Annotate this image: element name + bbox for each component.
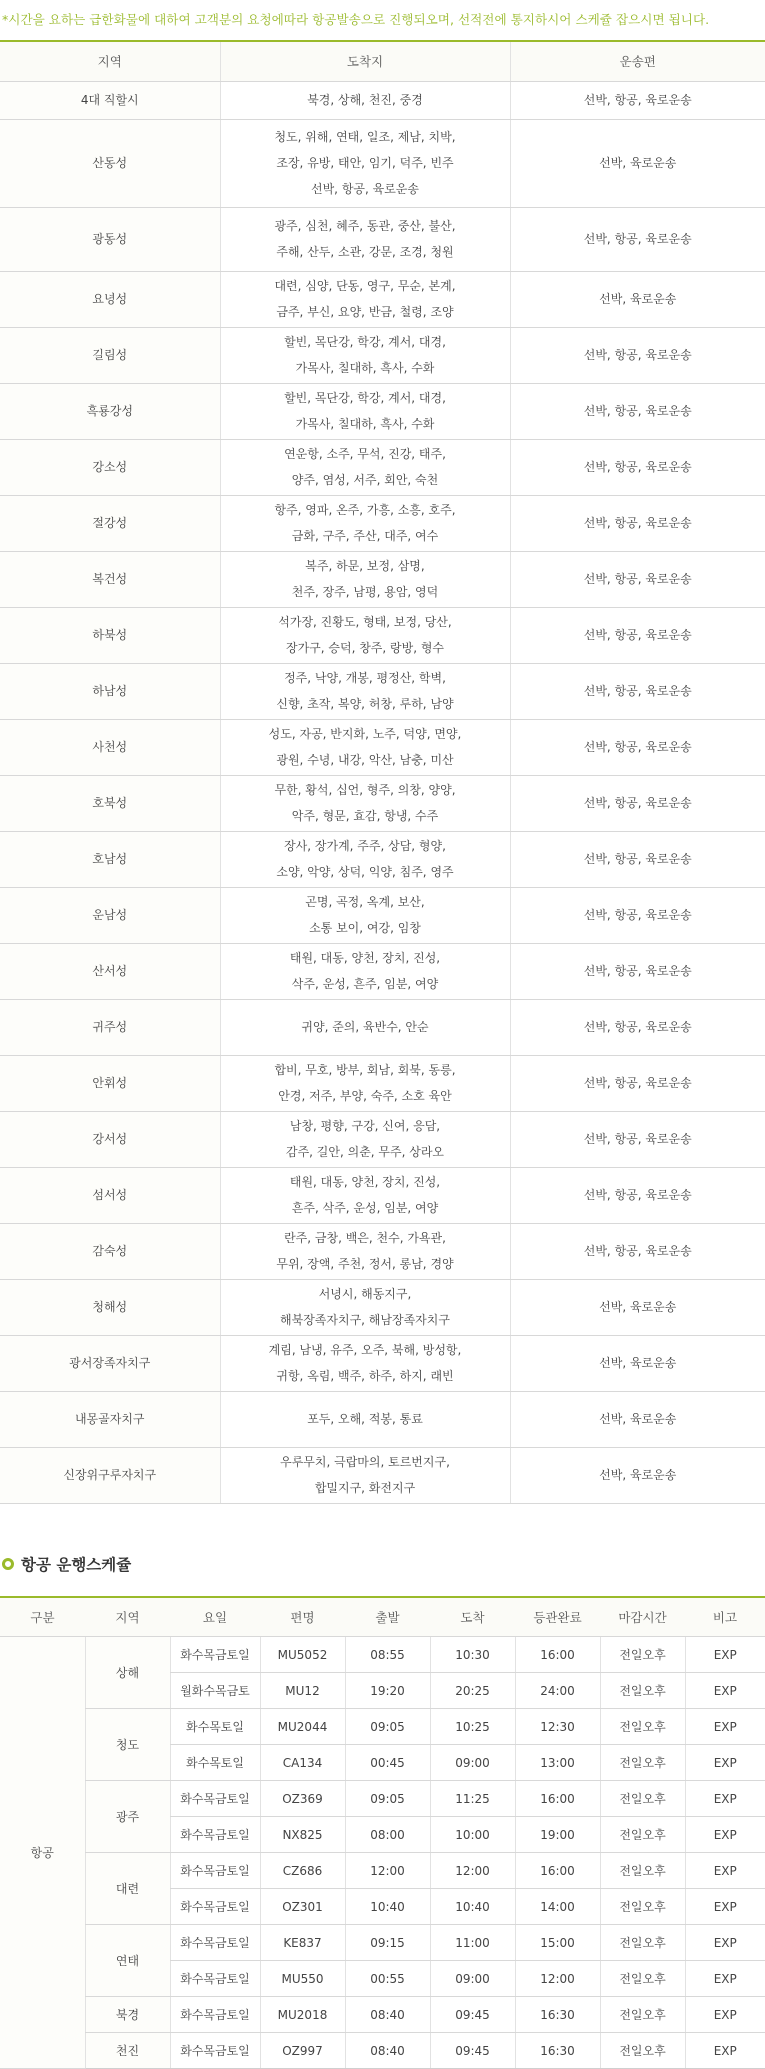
destination-line: 악주, 형문, 효감, 항냉, 수주: [221, 803, 510, 829]
header-deadline: 마감시간: [600, 1597, 685, 1637]
days-cell: 화수목금토일: [170, 1925, 260, 1961]
region-name: 섬서성: [0, 1167, 220, 1223]
region-row: [0, 1111, 765, 1167]
destination-line: 란주, 금창, 백은, 천수, 가욕관,: [221, 1225, 510, 1251]
departure-cell: 19:20: [345, 1673, 430, 1709]
customs-cell: 16:00: [515, 1637, 600, 1673]
departure-cell: 08:40: [345, 1997, 430, 2033]
destination-line: 신향, 초작, 복양, 허창, 루하, 남양: [221, 691, 510, 717]
header-flight: 편명: [260, 1597, 345, 1637]
region-name: 내몽골자치구: [0, 1391, 220, 1447]
schedule-row: [0, 1997, 765, 2033]
transport-cell: 선박, 항공, 육로운송: [510, 775, 765, 831]
flight-number-cell: OZ997: [260, 2033, 345, 2069]
transport-cell: 선박, 항공, 육로운송: [510, 1055, 765, 1111]
transport-cell: 선박, 육로운송: [510, 119, 765, 207]
destination-line: 정주, 낙양, 개봉, 평정산, 학벽,: [221, 665, 510, 691]
departure-cell: 12:00: [345, 1853, 430, 1889]
days-cell: 화수목금토일: [170, 1961, 260, 1997]
destination-line: 우루무치, 극랍마의, 토르번지구,: [221, 1449, 510, 1475]
destination-line: 대련, 심양, 단동, 영구, 무순, 본계,: [221, 273, 510, 299]
destination-cell: [220, 775, 510, 831]
header-departure: 출발: [345, 1597, 430, 1637]
note-cell: EXP: [685, 1817, 765, 1853]
transport-cell: 선박, 항공, 육로운송: [510, 999, 765, 1055]
area-cell: 연태: [85, 1925, 170, 1997]
destination-line: 북경, 상해, 천진, 중경: [221, 87, 510, 113]
note-cell: EXP: [685, 1745, 765, 1781]
header-days: 요일: [170, 1597, 260, 1637]
region-row: [0, 1391, 765, 1447]
destination-cell: [220, 1111, 510, 1167]
flight-number-cell: OZ301: [260, 1889, 345, 1925]
destination-cell: [220, 887, 510, 943]
transport-cell: 선박, 육로운송: [510, 1279, 765, 1335]
destination-line: 할빈, 목단강, 학강, 계서, 대경,: [221, 385, 510, 411]
region-name: 4대 직할시: [0, 81, 220, 119]
region-row: [0, 495, 765, 551]
days-cell: 화수목금토일: [170, 1781, 260, 1817]
destination-cell: [220, 607, 510, 663]
arrival-cell: 10:25: [430, 1709, 515, 1745]
region-name: 하북성: [0, 607, 220, 663]
note-cell: EXP: [685, 1709, 765, 1745]
region-row: [0, 775, 765, 831]
days-cell: 월화수목금토: [170, 1673, 260, 1709]
note-cell: EXP: [685, 2033, 765, 2069]
deadline-cell: 전일오후: [600, 1673, 685, 1709]
destination-line: 태원, 대동, 양천, 장치, 진성,: [221, 945, 510, 971]
transport-cell: 선박, 항공, 육로운송: [510, 1167, 765, 1223]
notice-text: *시간을 요하는 급한화물에 대하여 고객분의 요청에따라 항공발송으로 진행되오며, 선적전에 통지하시어 스케쥴 잡으시면 됩니다.: [0, 0, 765, 40]
days-cell: 화수목토일: [170, 1745, 260, 1781]
destination-line: 감주, 길안, 의춘, 무주, 상라오: [221, 1139, 510, 1165]
region-row: [0, 271, 765, 327]
customs-cell: 16:00: [515, 1853, 600, 1889]
arrival-cell: 10:30: [430, 1637, 515, 1673]
area-cell: 광주: [85, 1781, 170, 1853]
destination-line: 무위, 장액, 주천, 정서, 롱남, 경양: [221, 1251, 510, 1277]
destination-line: 성도, 자공, 반지화, 노주, 덕양, 면양,: [221, 721, 510, 747]
arrival-cell: 12:00: [430, 1853, 515, 1889]
destination-line: 석가장, 진황도, 형태, 보정, 당산,: [221, 609, 510, 635]
transport-cell: 선박, 육로운송: [510, 1447, 765, 1503]
customs-cell: 15:00: [515, 1925, 600, 1961]
area-cell: 천진: [85, 2033, 170, 2069]
departure-cell: 09:05: [345, 1709, 430, 1745]
area-cell: 청도: [85, 1709, 170, 1781]
destination-line: 귀양, 준의, 육반수, 안순: [221, 1014, 510, 1040]
header-note: 비고: [685, 1597, 765, 1637]
deadline-cell: 전일오후: [600, 1853, 685, 1889]
destination-cell: [220, 119, 510, 207]
arrival-cell: 10:40: [430, 1889, 515, 1925]
arrival-cell: 11:00: [430, 1925, 515, 1961]
deadline-cell: 전일오후: [600, 1781, 685, 1817]
note-cell: EXP: [685, 1925, 765, 1961]
transport-cell: 선박, 항공, 육로운송: [510, 943, 765, 999]
departure-cell: 09:05: [345, 1781, 430, 1817]
region-name: 안휘성: [0, 1055, 220, 1111]
customs-cell: 12:30: [515, 1709, 600, 1745]
region-name: 복건성: [0, 551, 220, 607]
transport-cell: 선박, 항공, 육로운송: [510, 495, 765, 551]
destination-line: 장가구, 승덕, 창주, 랑방, 형수: [221, 635, 510, 661]
destination-line: 천주, 장주, 남평, 용암, 영덕: [221, 579, 510, 605]
region-row: [0, 831, 765, 887]
header-transport: 운송편: [510, 41, 765, 81]
destination-line: 안경, 저주, 부양, 숙주, 소호 육안: [221, 1083, 510, 1109]
departure-cell: 08:00: [345, 1817, 430, 1853]
days-cell: 화수목금토일: [170, 1817, 260, 1853]
transport-cell: 선박, 육로운송: [510, 1335, 765, 1391]
destination-line: 항주, 영파, 온주, 가흥, 소흥, 호주,: [221, 497, 510, 523]
deadline-cell: 전일오후: [600, 1817, 685, 1853]
destination-cell: [220, 271, 510, 327]
destination-line: 주해, 산두, 소관, 강문, 조경, 청원: [221, 239, 510, 265]
note-cell: EXP: [685, 1781, 765, 1817]
note-cell: EXP: [685, 1997, 765, 2033]
region-row: [0, 719, 765, 775]
schedule-row: [0, 1925, 765, 1961]
note-cell: EXP: [685, 1637, 765, 1673]
days-cell: 화수목금토일: [170, 2033, 260, 2069]
transport-cell: 선박, 항공, 육로운송: [510, 1223, 765, 1279]
destination-line: 해북장족자치구, 해남장족자치구: [221, 1307, 510, 1333]
destination-line: 복주, 하문, 보정, 삼명,: [221, 553, 510, 579]
header-arrival: 도착: [430, 1597, 515, 1637]
transport-cell: 선박, 항공, 육로운송: [510, 327, 765, 383]
destination-line: 합비, 무호, 방부, 회남, 회북, 동릉,: [221, 1057, 510, 1083]
destination-cell: [220, 439, 510, 495]
transport-cell: 선박, 항공, 육로운송: [510, 831, 765, 887]
area-cell: 대련: [85, 1853, 170, 1925]
destination-line: 흔주, 삭주, 운성, 임분, 여양: [221, 1195, 510, 1221]
destination-line: 남창, 평향, 구강, 신여, 응담,: [221, 1113, 510, 1139]
region-name: 절강성: [0, 495, 220, 551]
destination-line: 광원, 수녕, 내강, 악산, 남충, 미산: [221, 747, 510, 773]
destination-line: 광주, 심천, 혜주, 동관, 중산, 불산,: [221, 213, 510, 239]
flight-number-cell: MU2018: [260, 1997, 345, 2033]
header-area: 지역: [85, 1597, 170, 1637]
region-row: [0, 943, 765, 999]
category-cell: 항공: [0, 1637, 85, 2069]
schedule-row: [0, 1637, 765, 1673]
region-name: 광서장족자치구: [0, 1335, 220, 1391]
region-row: [0, 663, 765, 719]
region-name: 길림성: [0, 327, 220, 383]
destination-cell: [220, 327, 510, 383]
note-cell: EXP: [685, 1889, 765, 1925]
region-row: [0, 439, 765, 495]
region-row: [0, 327, 765, 383]
deadline-cell: 전일오후: [600, 2033, 685, 2069]
destination-line: 소양, 악양, 상덕, 익양, 침주, 영주: [221, 859, 510, 885]
transport-cell: 선박, 육로운송: [510, 1391, 765, 1447]
destination-line: 선박, 항공, 육로운송: [221, 176, 510, 202]
deadline-cell: 전일오후: [600, 1997, 685, 2033]
deadline-cell: 전일오후: [600, 1889, 685, 1925]
departure-cell: 10:40: [345, 1889, 430, 1925]
area-cell: 북경: [85, 1997, 170, 2033]
schedule-section-title: [0, 1532, 765, 1596]
header-customs: 등관완료: [515, 1597, 600, 1637]
note-cell: EXP: [685, 1853, 765, 1889]
destination-line: 합밀지구, 화전지구: [221, 1475, 510, 1501]
region-row: [0, 207, 765, 271]
destination-cell: [220, 81, 510, 119]
destination-cell: [220, 1335, 510, 1391]
days-cell: 화수목토일: [170, 1709, 260, 1745]
schedule-row: [0, 2033, 765, 2069]
region-row: [0, 383, 765, 439]
schedule-row: [0, 1781, 765, 1817]
flight-number-cell: MU12: [260, 1673, 345, 1709]
region-name: 청해성: [0, 1279, 220, 1335]
region-name: 산동성: [0, 119, 220, 207]
destination-line: 장사, 장가계, 주주, 상담, 형양,: [221, 833, 510, 859]
region-row: [0, 551, 765, 607]
transport-cell: 선박, 육로운송: [510, 271, 765, 327]
arrival-cell: 09:45: [430, 2033, 515, 2069]
days-cell: 화수목금토일: [170, 1889, 260, 1925]
header-region: 지역: [0, 41, 220, 81]
destination-cell: [220, 831, 510, 887]
region-row: [0, 1167, 765, 1223]
destination-line: 서녕시, 해동지구,: [221, 1281, 510, 1307]
destination-cell: [220, 999, 510, 1055]
schedule-title: 항공 운행스케쥴: [21, 1553, 131, 1575]
destination-line: 가목사, 칠대하, 흑사, 수화: [221, 355, 510, 381]
flight-number-cell: OZ369: [260, 1781, 345, 1817]
region-row: [0, 607, 765, 663]
flight-number-cell: CA134: [260, 1745, 345, 1781]
customs-cell: 16:30: [515, 1997, 600, 2033]
note-cell: EXP: [685, 1961, 765, 1997]
days-cell: 화수목금토일: [170, 1853, 260, 1889]
flight-number-cell: MU5052: [260, 1637, 345, 1673]
transport-cell: 선박, 항공, 육로운송: [510, 81, 765, 119]
departure-cell: 00:45: [345, 1745, 430, 1781]
region-row: [0, 999, 765, 1055]
arrival-cell: 09:45: [430, 1997, 515, 2033]
destination-cell: [220, 1167, 510, 1223]
departure-cell: 08:40: [345, 2033, 430, 2069]
flight-number-cell: MU550: [260, 1961, 345, 1997]
deadline-cell: 전일오후: [600, 1961, 685, 1997]
destination-line: 계림, 남냉, 유주, 오주, 북해, 방성항,: [221, 1337, 510, 1363]
flight-number-cell: CZ686: [260, 1853, 345, 1889]
flight-number-cell: KE837: [260, 1925, 345, 1961]
destination-line: 소통 보이, 여강, 임창: [221, 915, 510, 941]
region-name: 호북성: [0, 775, 220, 831]
region-name: 강소성: [0, 439, 220, 495]
destination-line: 가목사, 칠대하, 흑사, 수화: [221, 411, 510, 437]
days-cell: 화수목금토일: [170, 1637, 260, 1673]
deadline-cell: 전일오후: [600, 1925, 685, 1961]
departure-cell: 00:55: [345, 1961, 430, 1997]
region-row: [0, 1223, 765, 1279]
deadline-cell: 전일오후: [600, 1637, 685, 1673]
region-row: [0, 887, 765, 943]
flight-number-cell: MU2044: [260, 1709, 345, 1745]
transport-cell: 선박, 항공, 육로운송: [510, 207, 765, 271]
circle-bullet-icon: [2, 1558, 14, 1570]
area-cell: 상해: [85, 1637, 170, 1709]
transport-cell: 선박, 항공, 육로운송: [510, 719, 765, 775]
header-destination: 도착지: [220, 41, 510, 81]
customs-cell: 16:00: [515, 1781, 600, 1817]
destination-cell: [220, 663, 510, 719]
arrival-cell: 09:00: [430, 1745, 515, 1781]
schedule-row: [0, 1709, 765, 1745]
region-row: [0, 81, 765, 119]
destination-cell: [220, 943, 510, 999]
destination-cell: [220, 551, 510, 607]
destination-cell: [220, 1223, 510, 1279]
region-name: 광동성: [0, 207, 220, 271]
destination-line: 연운항, 소주, 무석, 진강, 태주,: [221, 441, 510, 467]
destination-line: 금화, 구주, 주산, 대주, 여수: [221, 523, 510, 549]
destination-line: 조장, 유방, 태안, 임기, 덕주, 빈주: [221, 150, 510, 176]
region-name: 강서성: [0, 1111, 220, 1167]
header-category: 구분: [0, 1597, 85, 1637]
region-name: 하남성: [0, 663, 220, 719]
destination-line: 귀항, 옥림, 백주, 하주, 하지, 래빈: [221, 1363, 510, 1389]
customs-cell: 12:00: [515, 1961, 600, 1997]
arrival-cell: 20:25: [430, 1673, 515, 1709]
customs-cell: 19:00: [515, 1817, 600, 1853]
region-name: 운남성: [0, 887, 220, 943]
schedule-header: [0, 1597, 765, 1637]
customs-cell: 24:00: [515, 1673, 600, 1709]
transport-cell: 선박, 항공, 육로운송: [510, 1111, 765, 1167]
region-row: [0, 1335, 765, 1391]
region-name: 감숙성: [0, 1223, 220, 1279]
region-name: 호남성: [0, 831, 220, 887]
customs-cell: 14:00: [515, 1889, 600, 1925]
destination-cell: [220, 1055, 510, 1111]
region-table-header: [0, 41, 765, 81]
region-row: [0, 1447, 765, 1503]
days-cell: 화수목금토일: [170, 1997, 260, 2033]
schedule-row: [0, 1853, 765, 1889]
region-name: 산서성: [0, 943, 220, 999]
region-name: 귀주성: [0, 999, 220, 1055]
destination-cell: [220, 719, 510, 775]
customs-cell: 13:00: [515, 1745, 600, 1781]
destination-line: 포두, 오해, 적봉, 통료: [221, 1406, 510, 1432]
deadline-cell: 전일오후: [600, 1745, 685, 1781]
region-row: [0, 1279, 765, 1335]
region-name: 요녕성: [0, 271, 220, 327]
destination-line: 삭주, 운성, 흔주, 임분, 여양: [221, 971, 510, 997]
region-name: 신장위구루자치구: [0, 1447, 220, 1503]
deadline-cell: 전일오후: [600, 1709, 685, 1745]
destination-cell: [220, 383, 510, 439]
departure-cell: 09:15: [345, 1925, 430, 1961]
destination-line: 할빈, 목단강, 학강, 계서, 대경,: [221, 329, 510, 355]
destination-line: 양주, 염성, 서주, 회안, 숙천: [221, 467, 510, 493]
destination-line: 태원, 대동, 양천, 장치, 진성,: [221, 1169, 510, 1195]
arrival-cell: 09:00: [430, 1961, 515, 1997]
transport-cell: 선박, 항공, 육로운송: [510, 551, 765, 607]
arrival-cell: 11:25: [430, 1781, 515, 1817]
arrival-cell: 10:00: [430, 1817, 515, 1853]
destination-line: 청도, 위해, 연태, 일조, 제남, 치박,: [221, 124, 510, 150]
flight-number-cell: NX825: [260, 1817, 345, 1853]
transport-cell: 선박, 항공, 육로운송: [510, 887, 765, 943]
region-row: [0, 119, 765, 207]
note-cell: EXP: [685, 1673, 765, 1709]
destination-cell: [220, 1391, 510, 1447]
transport-cell: 선박, 항공, 육로운송: [510, 607, 765, 663]
destination-line: 무한, 황석, 십언, 형주, 의창, 양양,: [221, 777, 510, 803]
schedule-table: [0, 1596, 765, 2069]
destination-cell: [220, 495, 510, 551]
transport-cell: 선박, 항공, 육로운송: [510, 663, 765, 719]
departure-cell: 08:55: [345, 1637, 430, 1673]
destination-line: 곤명, 곡정, 옥계, 보산,: [221, 889, 510, 915]
transport-cell: 선박, 항공, 육로운송: [510, 383, 765, 439]
region-name: 흑룡강성: [0, 383, 220, 439]
destination-cell: [220, 207, 510, 271]
destination-cell: [220, 1447, 510, 1503]
customs-cell: 16:30: [515, 2033, 600, 2069]
region-row: [0, 1055, 765, 1111]
destination-line: 금주, 부신, 요양, 반금, 철령, 조양: [221, 299, 510, 325]
region-name: 사천성: [0, 719, 220, 775]
destination-cell: [220, 1279, 510, 1335]
region-table: [0, 40, 765, 1504]
transport-cell: 선박, 항공, 육로운송: [510, 439, 765, 495]
